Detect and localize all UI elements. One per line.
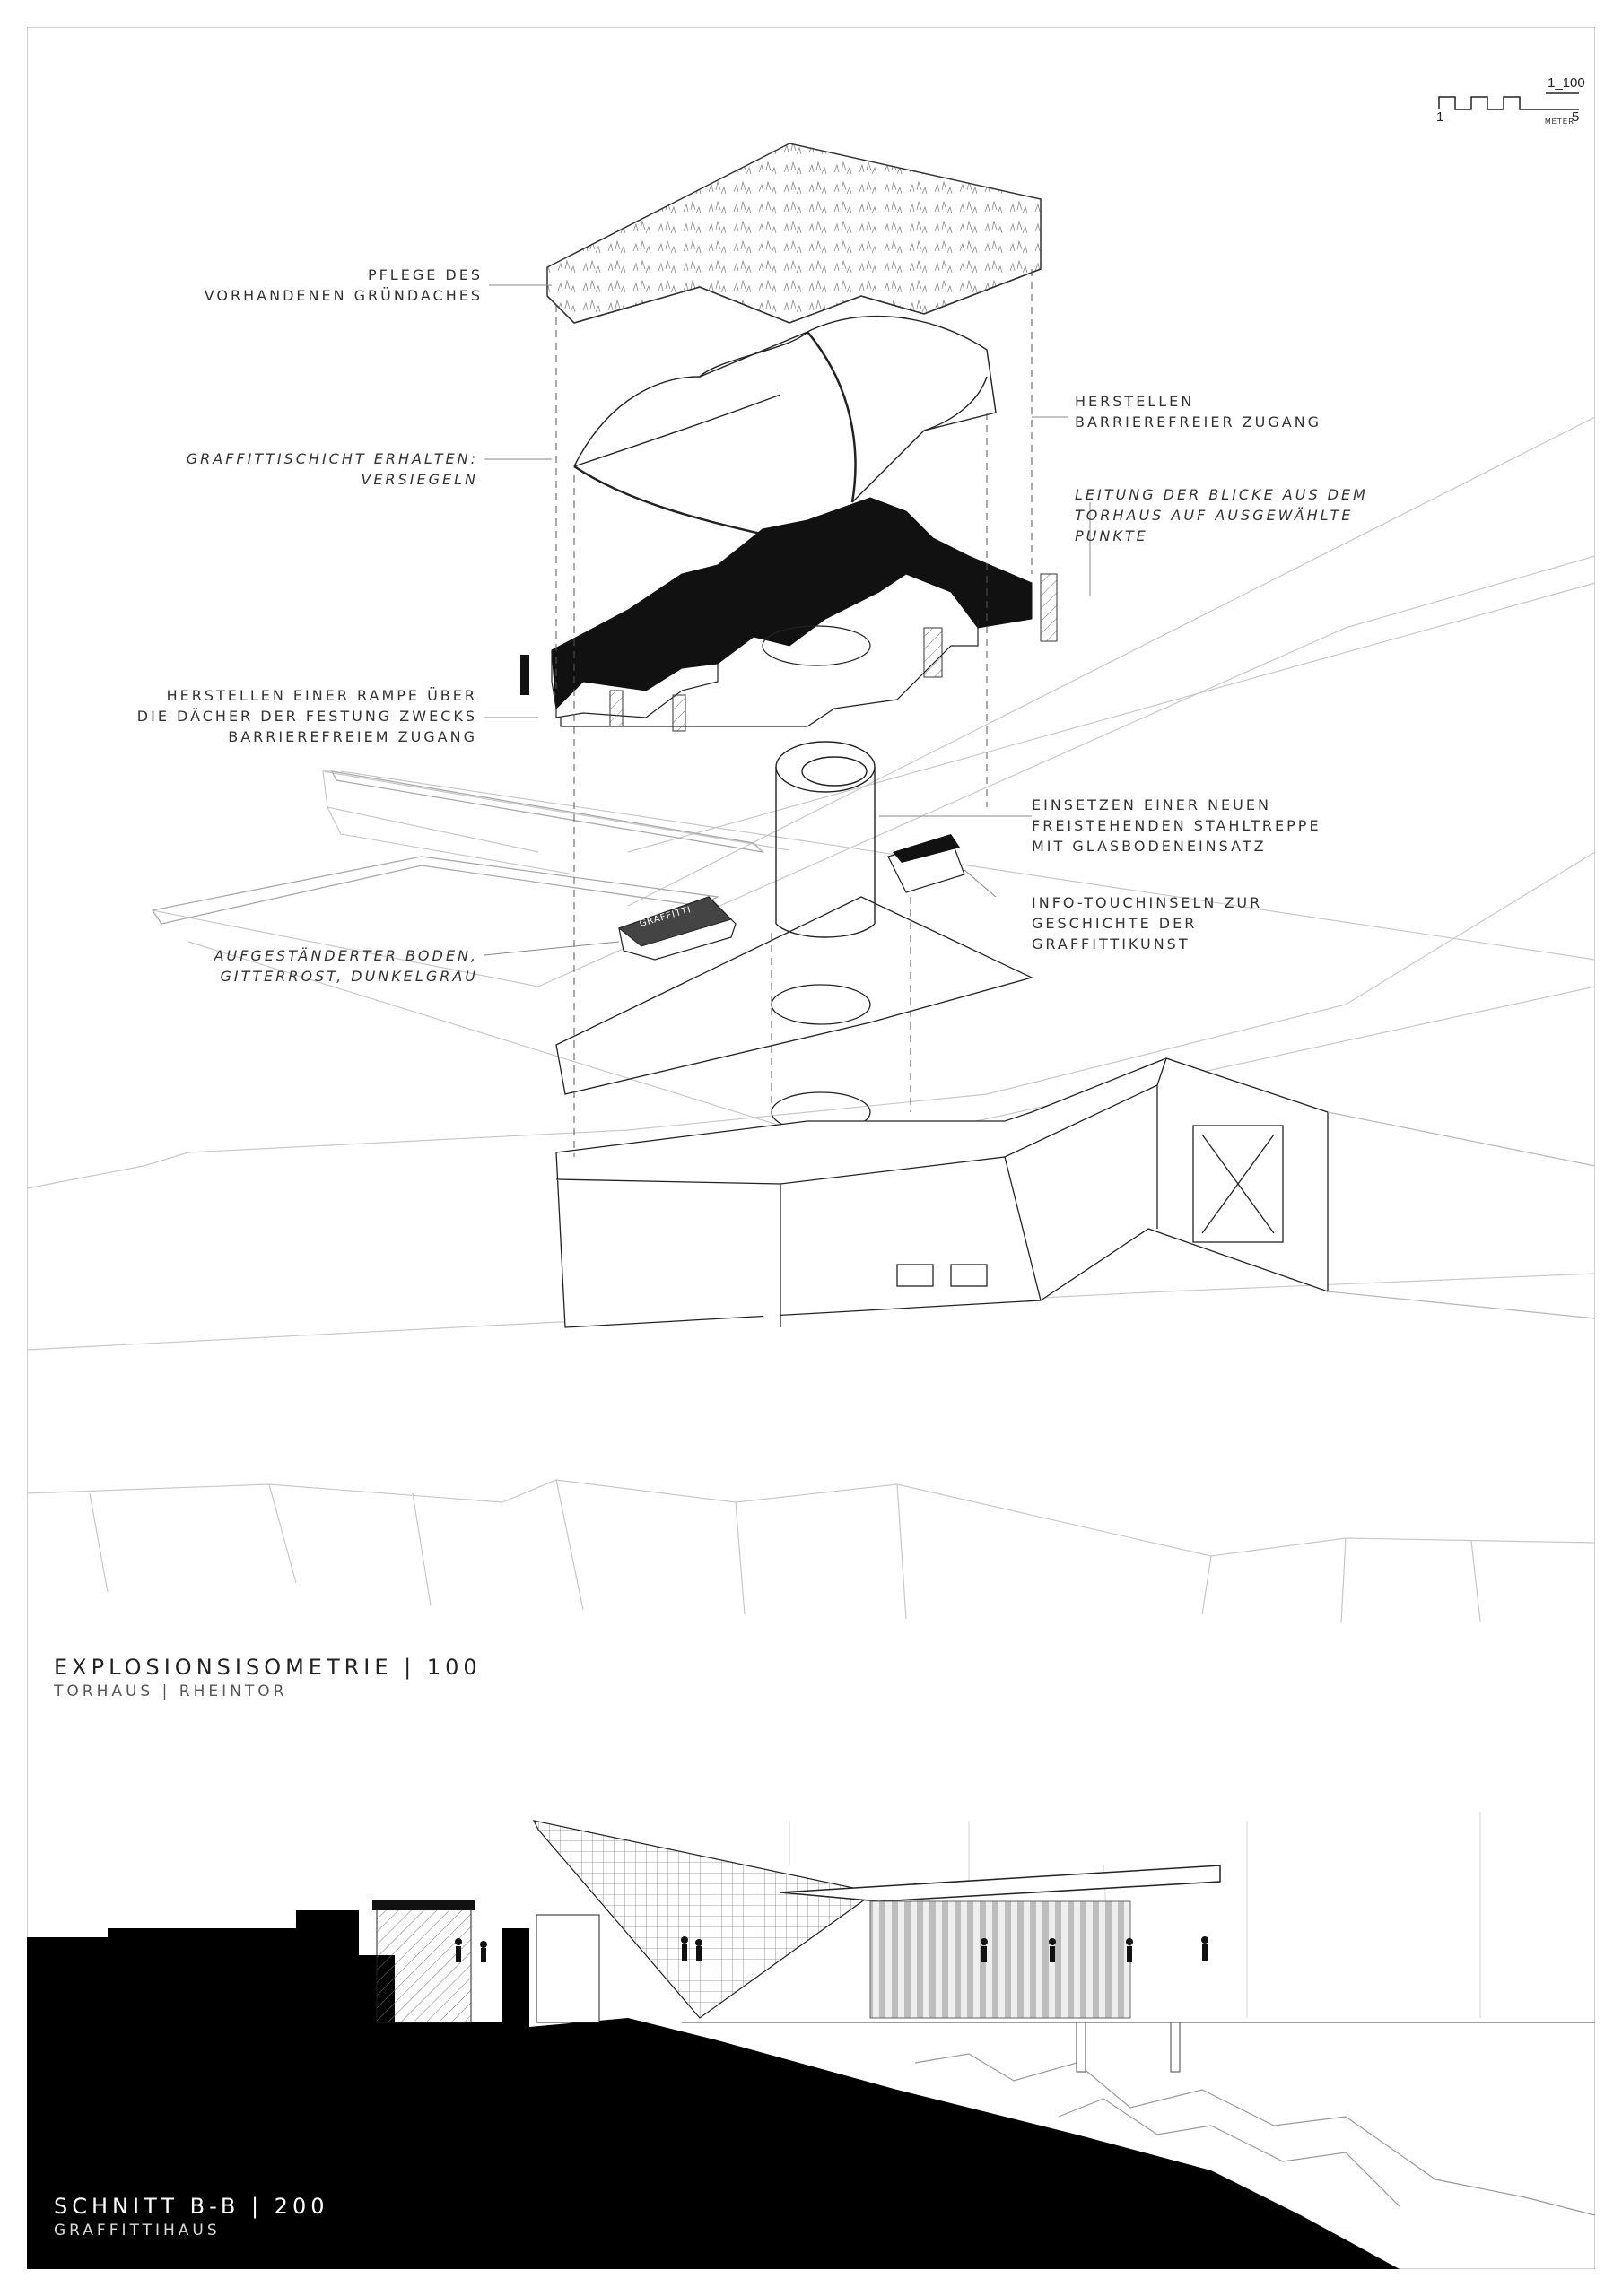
info-touch-island [888, 834, 964, 892]
fortress-walls [520, 498, 1057, 731]
scale-bar [1439, 93, 1579, 109]
annotation-access-line-1: HERSTELLEN [1075, 393, 1195, 410]
annotation-stair-line-3: MIT GLASBODENEINSATZ [1032, 838, 1267, 855]
annotation-floor-line-2: GITTERROST, DUNKELGRAU [220, 968, 478, 985]
annotation-stair [1032, 795, 1321, 857]
projection-lines [556, 269, 1032, 1157]
annotation-info-line-1: INFO-TOUCHINSELN ZUR [1032, 894, 1263, 911]
stair-cylinder [776, 742, 875, 937]
explosion-title: EXPLOSIONSISOMETRIE | 100 [54, 1655, 482, 1680]
annotation-ramp [54, 685, 477, 747]
annotation-stair-line-2: FREISTEHENDEN STAHLTREPPE [1032, 817, 1321, 834]
annotation-ramp-line-1: HERSTELLEN EINER RAMPE ÜBER [166, 687, 477, 704]
annotation-views-line-3: PUNKTE [1075, 527, 1148, 544]
annotation-graffiti-layer-line-1: GRAFFITTISCHICHT ERHALTEN: [186, 450, 478, 467]
scale-start: 1 [1436, 109, 1444, 125]
annotation-access [1075, 391, 1321, 432]
scale-ratio: 1_100 [1548, 75, 1585, 91]
annotation-floor [99, 945, 478, 987]
section-subtitle: GRAFFITTIHAUS [54, 2222, 221, 2239]
scale-end: 5 [1572, 109, 1580, 125]
annotation-views-line-2: TORHAUS AUF AUSGEWÄHLTE [1075, 507, 1354, 524]
annotation-info-line-2: GESCHICHTE DER [1032, 915, 1198, 932]
annotation-access-line-2: BARRIEREFREIER ZUGANG [1075, 413, 1322, 430]
annotation-info [1032, 892, 1262, 954]
explosion-subtitle: TORHAUS | RHEINTOR [54, 1683, 288, 1700]
annotation-floor-line-1: AUFGESTÄNDERTER BODEN, [214, 947, 478, 964]
annotation-views [1075, 484, 1368, 546]
torhaus-building [556, 1058, 1595, 1327]
annotation-info-line-3: GRAFFITTIKUNST [1032, 935, 1190, 952]
annotation-views-line-1: LEITUNG DER BLICKE AUS DEM [1075, 486, 1368, 503]
annotation-graffiti-layer-line-2: VERSIEGELN [361, 471, 478, 488]
green-roof [547, 144, 1041, 323]
annotation-roof [99, 265, 483, 306]
annotation-ramp-line-2: DIE DÄCHER DER FESTUNG ZWECKS [136, 708, 477, 725]
annotation-graffiti-layer [99, 448, 478, 490]
scale-unit: METER [1545, 117, 1574, 126]
annotation-ramp-line-3: BARRIEREFREIEM ZUGANG [228, 728, 477, 745]
annotation-roof-line-2: VORHANDENEN GRÜNDACHES [204, 287, 483, 304]
vault-shell [574, 317, 996, 538]
section-title: SCHNITT B-B | 200 [54, 2194, 329, 2219]
floor-panel-label: GRAFFITTI [638, 905, 693, 929]
annotation-roof-line-1: PFLEGE DES [367, 266, 483, 283]
annotation-stair-line-1: EINSETZEN EINER NEUEN [1032, 796, 1271, 813]
